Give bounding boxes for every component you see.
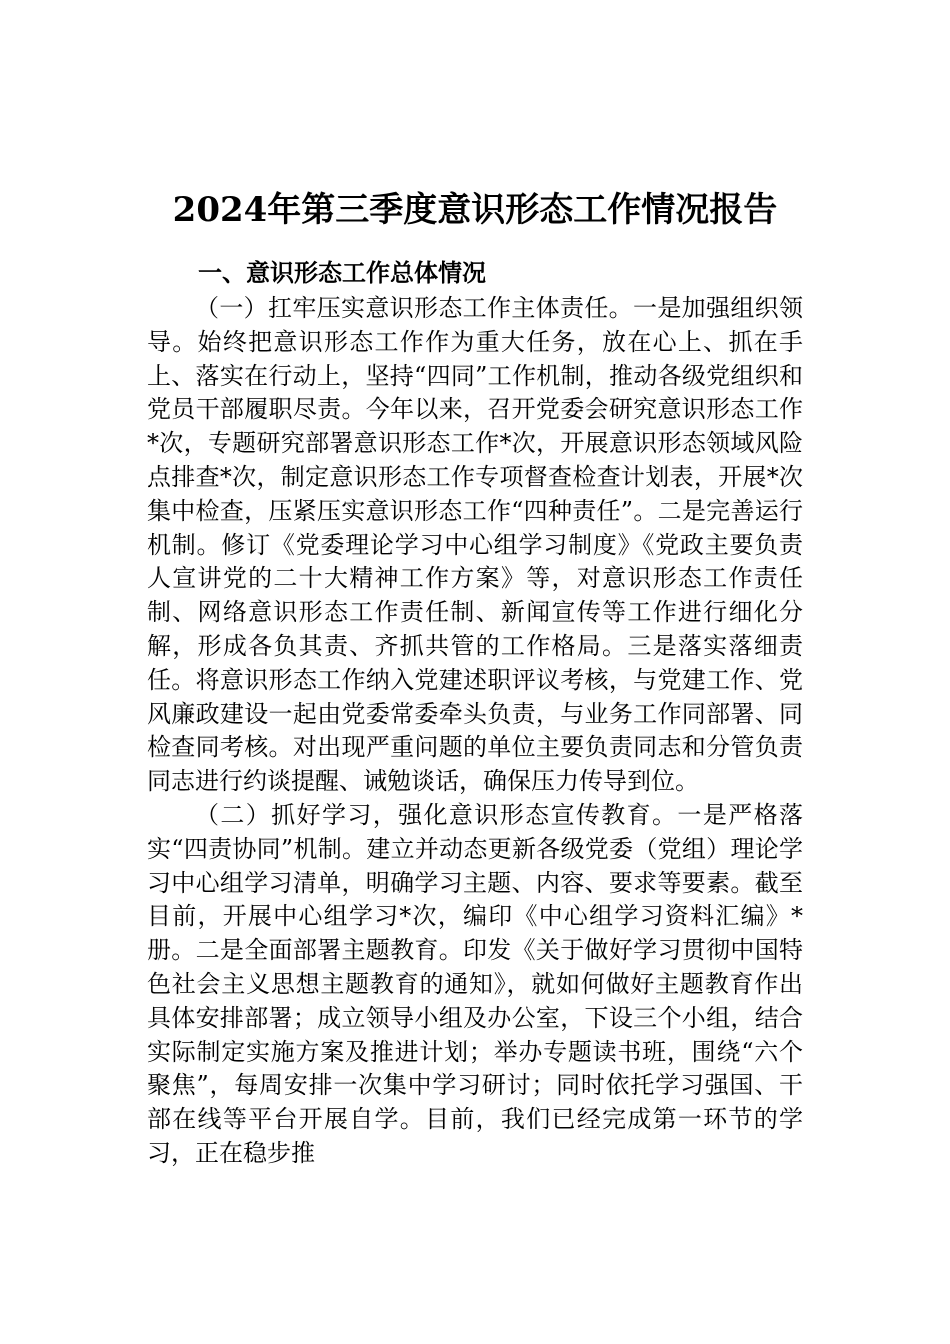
document-title: 2024年第三季度意识形态工作情况报告 [172,189,778,230]
section-heading: 一、意识形态工作总体情况 [198,259,486,287]
paragraph-1: （一）扛牢压实意识形态工作主体责任。一是加强组织领导。始终把意识形态工作作为重大任务，放在心上、抓在手上、落实在行动上，坚持“四同”工作机制，推动各级党组织和党员干部履职尽责。今年以来，召开党委会研究意识形态工作*次，专题研究部署意识形态工作*次，开展意识形态领域风险点排查*次，制定意识形态工作专项督查检查计划表，开展*次集中检查，压紧压实意识形态工作“四种责任”。二是完善运行机制。修订《党委理论学习中心组学习制度》《党政主要负责人宣讲党的二十大精神工作方案》等，对意识形态工作责任制、网络意识形态工作责任制、新闻宣传等工作进行细化分解，形成各负其责、齐抓共管的工作格局。三是落实落细责任。将意识形态工作纳入党建述职评议考核，与党建工作、党风廉政建设一起由党委常委牵头负责，与业务工作同部署、同检查同考核。对出现严重问题的单位主要负责同志和分管负责同志进行约谈提醒、诫勉谈话，确保压力传导到位。 [147,294,803,796]
paragraph-2: （二）抓好学习，强化意识形态宣传教育。一是严格落实“四责协同”机制。建立并动态更新各级党委（党组）理论学习中心组学习清单，明确学习主题、内容、要求等要素。截至目前，开展中心组学习*次，编印《中心组学习资料汇编》*册。二是全面部署主题教育。印发《关于做好学习贯彻中国特色社会主义思想主题教育的通知》，就如何做好主题教育作出具体安排部署；成立领导小组及办公室，下设三个小组，结合实际制定实施方案及推进计划；举办专题读书班，围绕“六个聚焦”，每周安排一次集中学习研讨；同时依托学习强国、干部在线等平台开展自学。目前，我们已经完成第一环节的学习，正在稳步推 [147,800,803,1167]
body-text [147,292,803,1171]
